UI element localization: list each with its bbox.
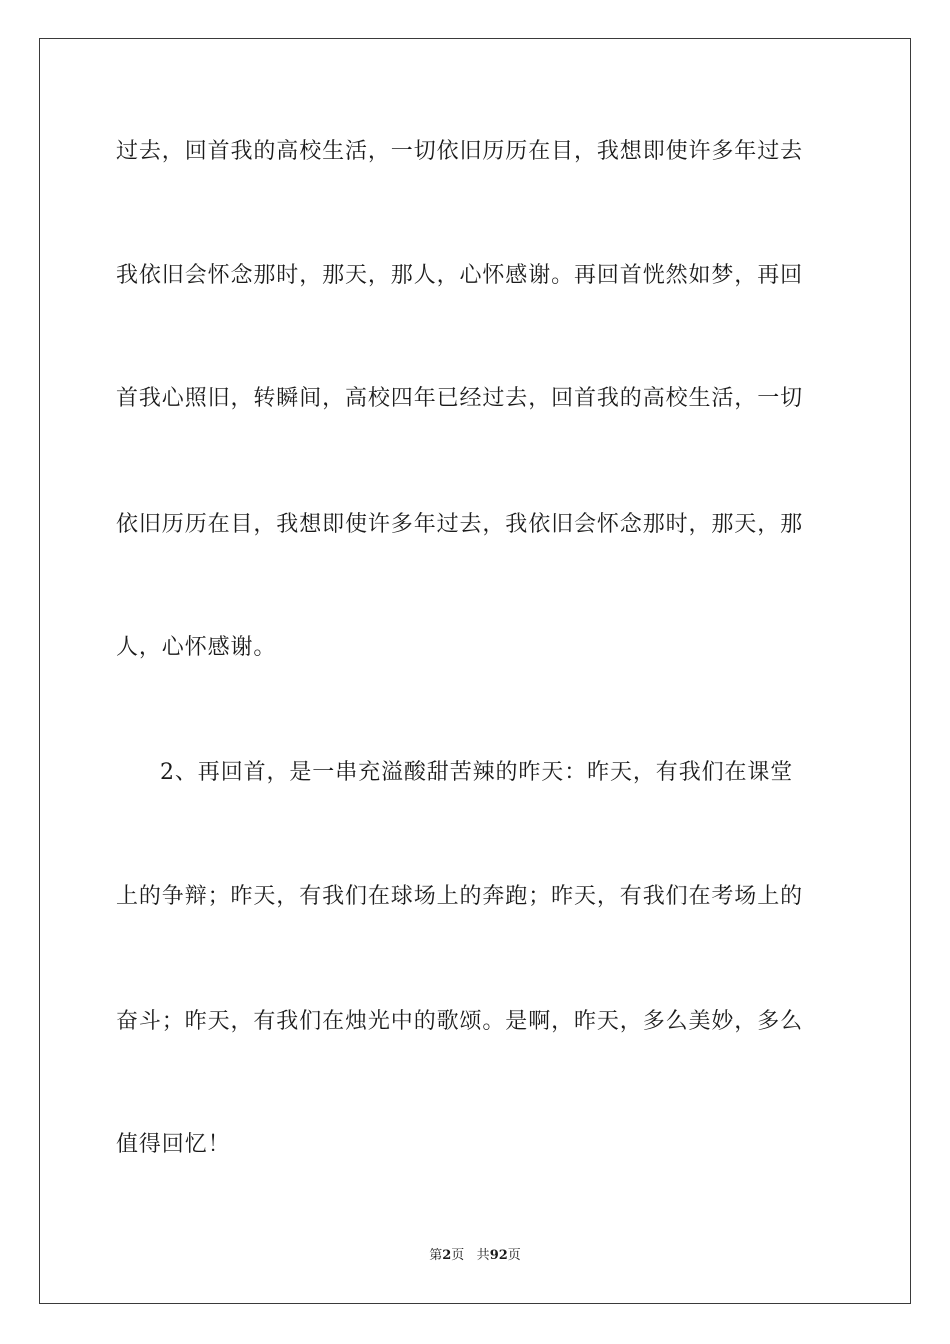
page-border — [39, 38, 911, 1304]
page-footer — [0, 1248, 950, 1264]
paragraph-1-line-2: 我依旧会怀念那时，那天，那人，心怀感谢。再回首恍然如梦，再回 — [116, 263, 804, 288]
paragraph-2-line-2: 上的争辩；昨天，有我们在球场上的奔跑；昨天，有我们在考场上的 — [116, 884, 804, 909]
paragraph-1-line-5: 人，心怀感谢。 — [116, 635, 277, 660]
paragraph-1-line-3: 首我心照旧，转瞬间，高校四年已经过去，回首我的高校生活，一切 — [116, 386, 804, 411]
paragraph-1-line-1: 过去，回首我的高校生活，一切依旧历历在目，我想即使许多年过去 — [116, 139, 804, 164]
footer-total-pages: 92 — [489, 1248, 508, 1263]
footer-page-number: 2 — [442, 1248, 452, 1263]
footer-total-prefix: 共 — [476, 1248, 490, 1263]
paragraph-2-line-4: 值得回忆！ — [116, 1132, 231, 1157]
paragraph-2-line-1: 2、再回首，是一串充溢酸甜苦辣的昨天：昨天，有我们在课堂 — [160, 760, 794, 785]
paragraph-2-line-3: 奋斗；昨天，有我们在烛光中的歌颂。是啊，昨天，多么美妙，多么 — [116, 1009, 804, 1034]
footer-prefix: 第 — [429, 1248, 443, 1263]
footer-page-suffix: 页 — [451, 1248, 465, 1263]
footer-total-suffix: 页 — [507, 1248, 521, 1263]
paragraph-1-line-4: 依旧历历在目，我想即使许多年过去，我依旧会怀念那时，那天，那 — [116, 512, 804, 537]
